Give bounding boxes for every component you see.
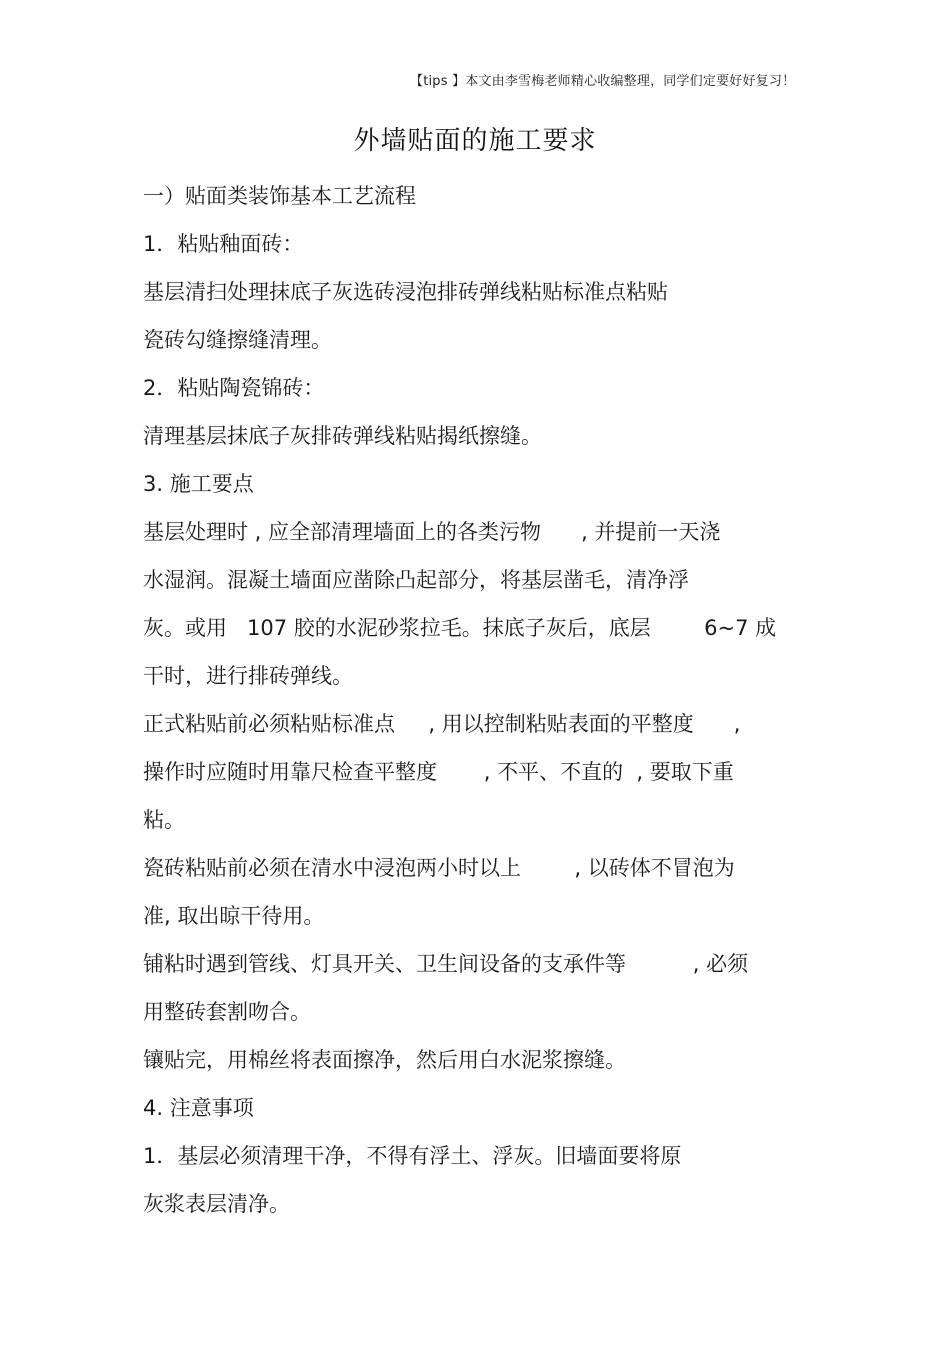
- subheading: 2．粘贴陶瓷锦砖：: [143, 376, 325, 400]
- paragraph-line: 正式粘贴前必须粘贴标准点 , 用以控制粘贴表面的平整度 ,: [143, 712, 741, 736]
- paragraph-line: 水湿润。混凝土墙面应凿除凸起部分，将基层凿毛，清净浮: [143, 568, 689, 592]
- paragraph-line: 粘。: [143, 808, 185, 832]
- subheading: 3. 施工要点: [143, 472, 254, 496]
- paragraph-line: 灰。或用 107 胶的水泥砂浆拉毛。抹底子灰后，底层 6~7 成: [143, 616, 777, 640]
- paragraph-line: 瓷砖勾缝擦缝清理。: [143, 328, 332, 352]
- paragraph-line: 灰浆表层清净。: [143, 1192, 290, 1216]
- paragraph-line: 瓷砖粘贴前必须在清水中浸泡两小时以上 , 以砖体不冒泡为: [143, 856, 735, 880]
- paragraph-line: 1．基层必须清理干净，不得有浮土、浮灰。旧墙面要将原: [143, 1144, 682, 1168]
- paragraph-line: 镶贴完，用棉丝将表面擦净，然后用白水泥浆擦缝。: [143, 1048, 626, 1072]
- section-heading: 一）贴面类装饰基本工艺流程: [143, 184, 416, 208]
- paragraph-line: 用整砖套割吻合。: [143, 1000, 311, 1024]
- paragraph-line: 基层处理时 , 应全部清理墙面上的各类污物 , 并提前一天浇: [143, 520, 721, 544]
- paragraph-line: 准, 取出晾干待用。: [143, 904, 325, 928]
- paragraph-line: 铺粘时遇到管线、灯具开关、卫生间设备的支承件等 , 必须: [143, 952, 749, 976]
- paragraph-line: 操作时应随时用靠尺检查平整度 , 不平、不直的 , 要取下重: [143, 760, 734, 784]
- subheading: 1．粘贴釉面砖：: [143, 232, 304, 256]
- page-title: 外墙贴面的施工要求: [353, 126, 597, 156]
- paragraph-line: 基层清扫处理抹底子灰选砖浸泡排砖弹线粘贴标准点粘贴: [143, 280, 668, 304]
- header-note: 【tips 】本文由李雪梅老师精心收编整理，同学们定要好好复习！: [410, 74, 796, 89]
- paragraph-line: 干时，进行排砖弹线。: [143, 664, 353, 688]
- subheading: 4. 注意事项: [143, 1096, 254, 1120]
- paragraph-line: 清理基层抹底子灰排砖弹线粘贴揭纸擦缝。: [143, 424, 542, 448]
